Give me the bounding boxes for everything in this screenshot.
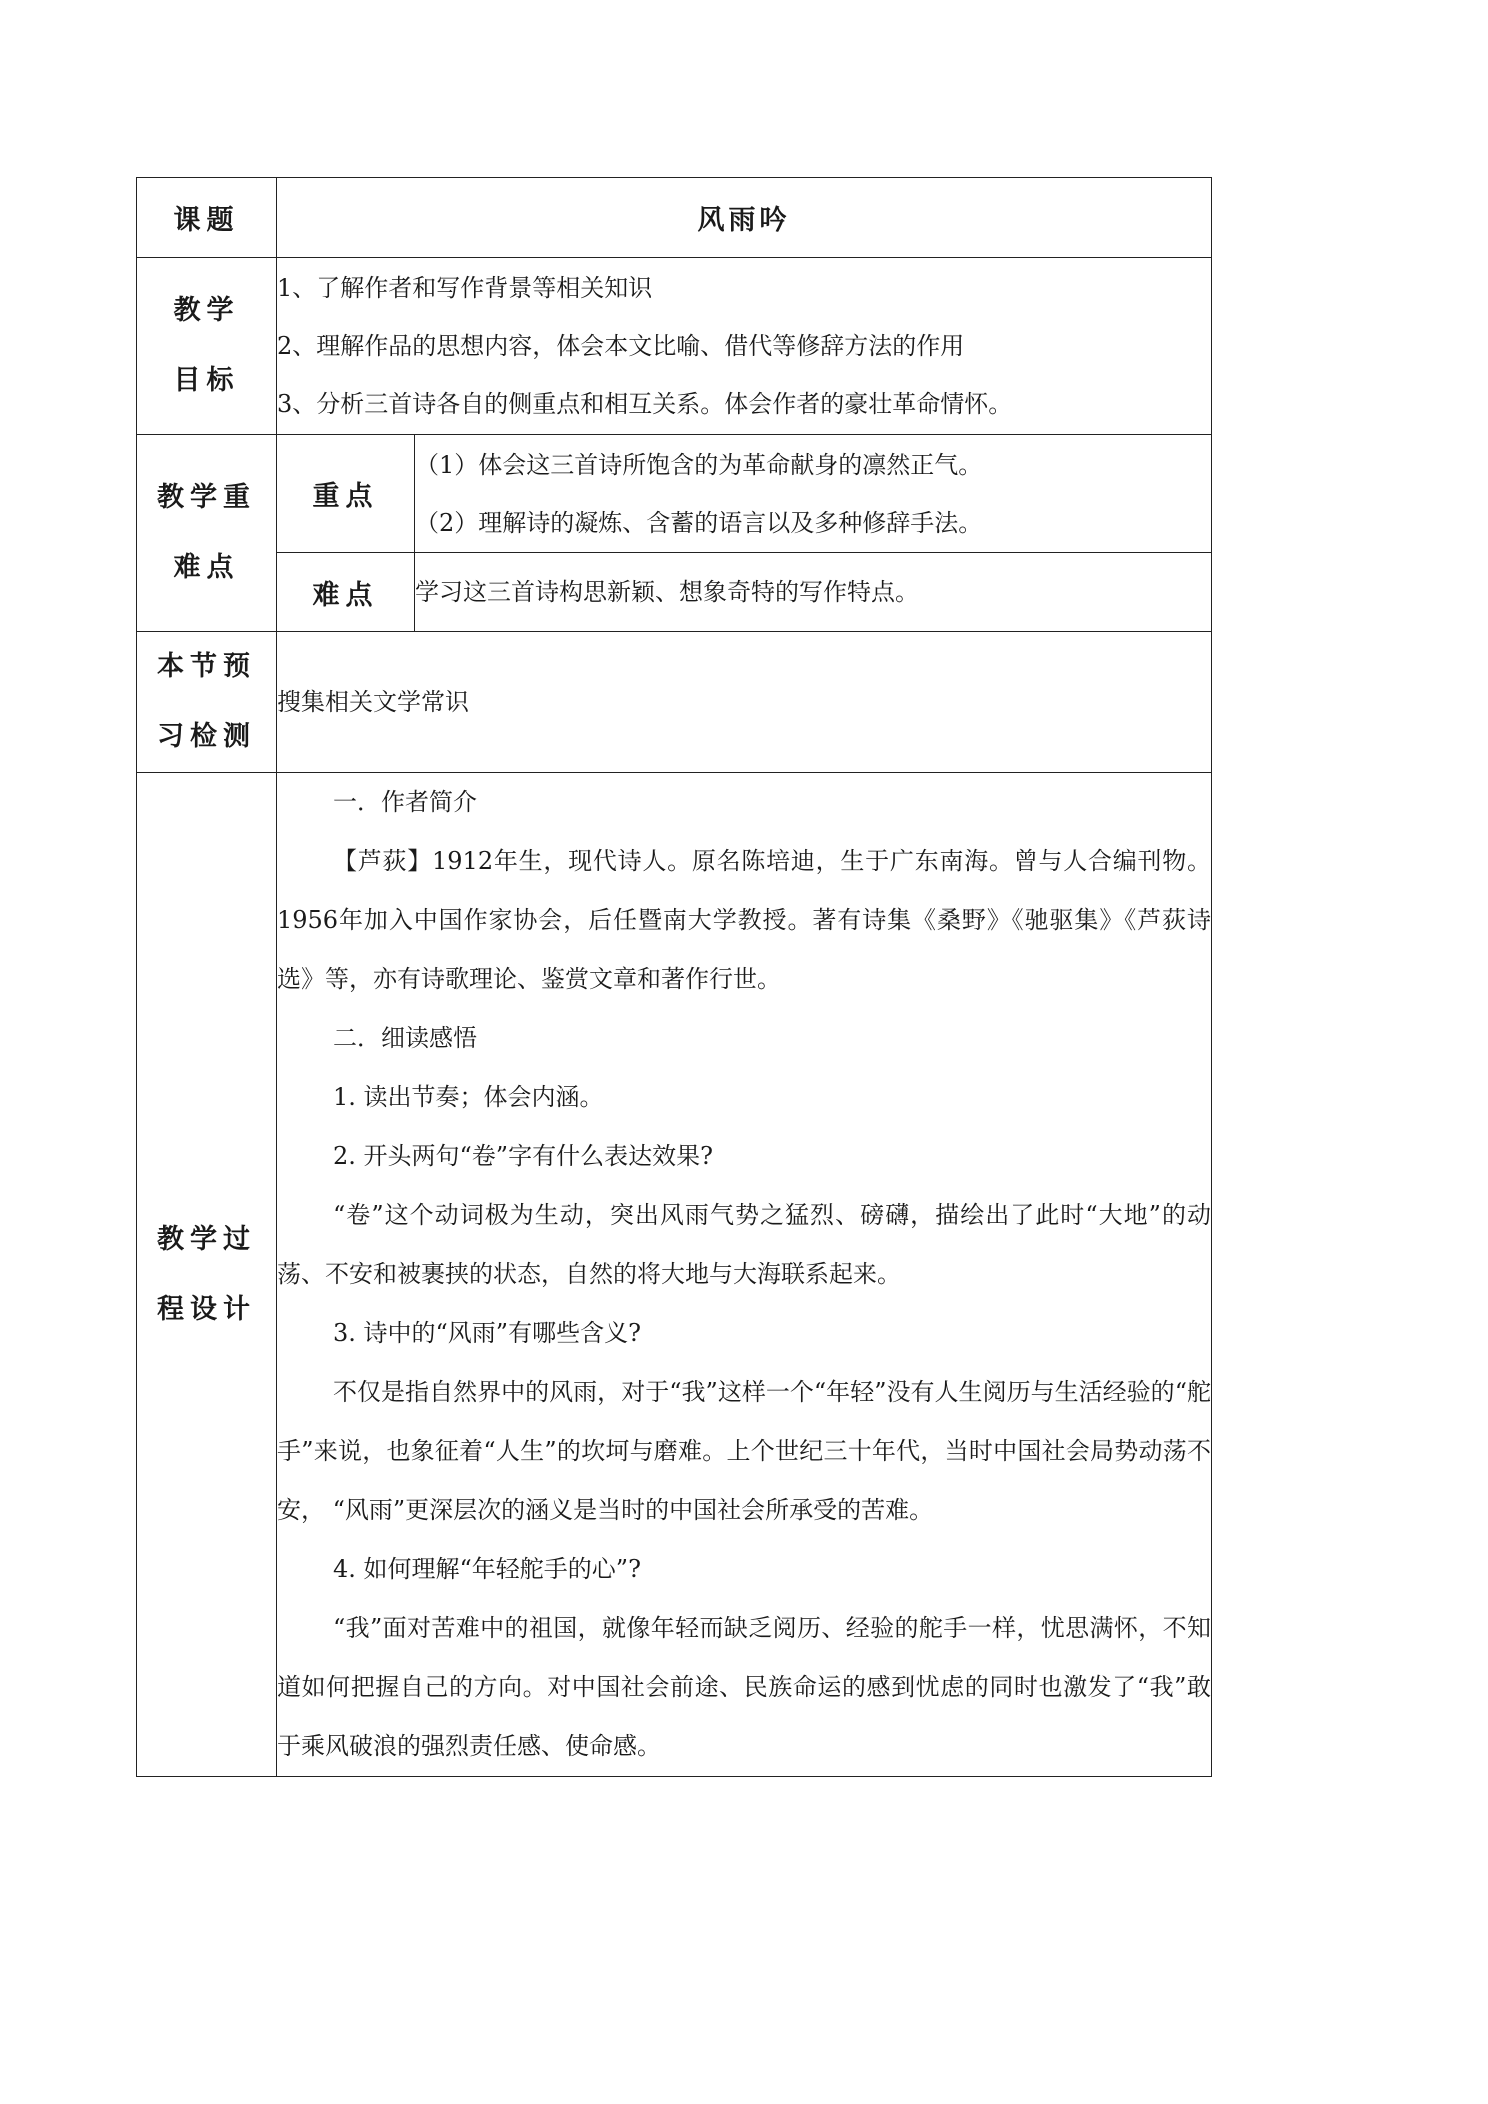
key-difficult-label <box>137 435 277 632</box>
key-point-label: 重点 <box>277 435 415 553</box>
subject-title: 风雨吟 <box>277 178 1212 258</box>
process-paragraph: 1. 读出节奏；体会内涵。 <box>333 1083 604 1111</box>
preview-content <box>277 632 1212 773</box>
difficult-point-content <box>415 553 1212 632</box>
process-paragraph: 一．作者简介 <box>333 788 477 816</box>
objectives-content <box>277 258 1212 435</box>
process-paragraph: 不仅是指自然界中的风雨，对于“我”这样一个“年轻”没有人生阅历与生活经验的“舵手”来说，也象征着“人生”的坎坷与磨难。上个世纪三十年代，当时中国社会局势动荡不安， “风雨”更深层次的涵义是当时的中国社会所承受的苦难。 <box>277 1378 1211 1524</box>
preview-text: 搜集相关文学常识 <box>277 688 469 716</box>
process-paragraph: 【芦荻】1912年生，现代诗人。原名陈培迪，生于广东南海。曾与人合编刊物。1956年加入中国作家协会，后任暨南大学教授。著有诗集《桑野》《驰驱集》《芦荻诗选》等，亦有诗歌理论、鉴赏文章和著作行世。 <box>277 847 1211 993</box>
process-label <box>137 773 277 1777</box>
key-point-row <box>137 435 1212 553</box>
key-point-content <box>415 435 1212 553</box>
process-paragraph: 2. 开头两句“卷”字有什么表达效果? <box>333 1142 713 1170</box>
objective-item-3: 3、分析三首诗各自的侧重点和相互关系。体会作者的豪壮革命情怀。 <box>277 390 1013 418</box>
process-paragraph: “卷”这个动词极为生动，突出风雨气势之猛烈、磅礴，描绘出了此时“大地”的动荡、不安和被裹挟的状态，自然的将大地与大海联系起来。 <box>277 1201 1211 1288</box>
process-paragraph: 3. 诗中的“风雨”有哪些含义? <box>333 1319 641 1347</box>
difficult-point-row <box>137 553 1212 632</box>
key-point-item-2: （2）理解诗的凝炼、含蓄的语言以及多种修辞手法。 <box>415 508 983 537</box>
key-point-item-1: （1）体会这三首诗所饱含的为革命献身的凛然正气。 <box>415 450 983 479</box>
process-content <box>277 773 1212 1777</box>
preview-row <box>137 632 1212 773</box>
objectives-label-line-2: 目标 <box>173 365 240 396</box>
process-paragraph: “我”面对苦难中的祖国，就像年轻而缺乏阅历、经验的舵手一样，忧思满怀，不知道如何把握自己的方向。对中国社会前途、民族命运的感到忧虑的同时也激发了“我”敢于乘风破浪的强烈责任感、使命感。 <box>277 1614 1211 1760</box>
process-paragraph: 4. 如何理解“年轻舵手的心”? <box>333 1555 641 1583</box>
objective-item-1: 1、了解作者和写作背景等相关知识 <box>277 274 653 302</box>
process-paragraph: 二．细读感悟 <box>333 1024 477 1052</box>
lesson-plan-table <box>136 177 1212 1777</box>
objective-item-2: 2、理解作品的思想内容，体会本文比喻、借代等修辞方法的作用 <box>277 332 965 360</box>
key-difficult-label-line-2: 难点 <box>173 552 240 583</box>
subject-row <box>137 178 1212 258</box>
preview-label <box>137 632 277 773</box>
process-label-line-2: 程设计 <box>157 1293 256 1325</box>
subject-label: 课题 <box>137 178 277 258</box>
difficult-point-text: 学习这三首诗构思新颖、想象奇特的写作特点。 <box>415 578 919 606</box>
preview-label-line-2: 习检测 <box>157 721 256 752</box>
objectives-label <box>137 258 277 435</box>
objectives-label-line-1: 教学 <box>173 295 240 326</box>
key-difficult-label-line-1: 教学重 <box>157 482 256 513</box>
objectives-row <box>137 258 1212 435</box>
difficult-point-label: 难点 <box>277 553 415 632</box>
preview-label-line-1: 本节预 <box>157 651 256 682</box>
process-row <box>137 773 1212 1777</box>
process-label-line-1: 教学过 <box>157 1223 256 1255</box>
